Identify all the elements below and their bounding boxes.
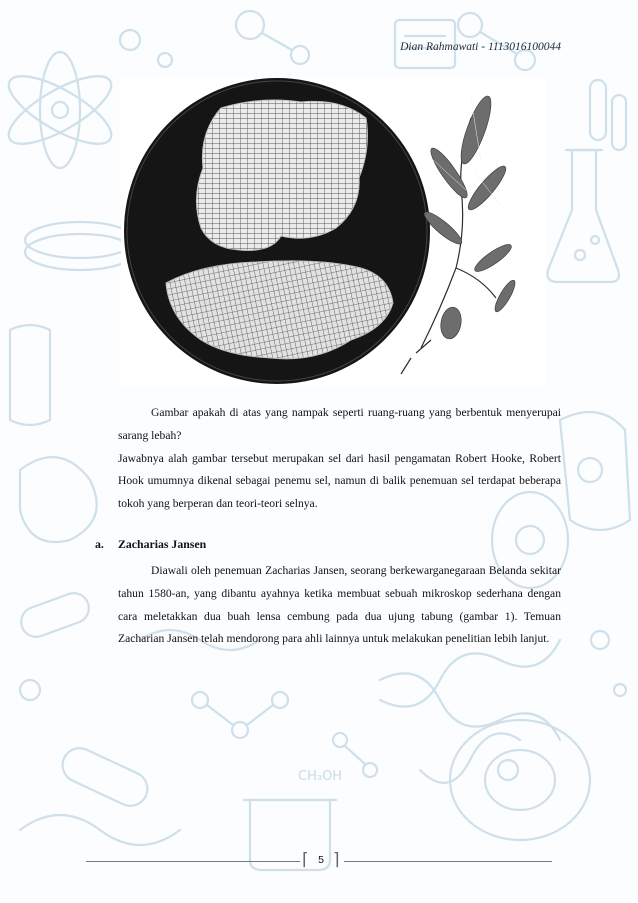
footer-right-brace: ⌉ [333, 850, 340, 870]
atom-orbit-icon [0, 64, 120, 157]
section-a-title: Zacharias Jansen [118, 537, 207, 551]
intro-question: Gambar apakah di atas yang nampak seperti ruang-ruang yang berbentuk menyerupai sarang lebah? [118, 406, 561, 442]
cork-cell-figure [121, 78, 546, 386]
section-a-heading [95, 537, 206, 552]
page-header-author: Dian Rahmawati - 1113016100044 [400, 41, 561, 53]
footer-left-brace: ⌈ [302, 850, 309, 870]
footer-rule-left [86, 861, 300, 862]
page-number: 5 [318, 854, 324, 866]
background-formula: CH₃OH [298, 769, 343, 784]
intro-paragraph [118, 402, 561, 516]
section-a-body-block [118, 560, 561, 651]
intro-answer: Jawabnya alah gambar tersebut merupakan sel dari hasil pengamatan Robert Hooke, Robert Hook umumnya dikenal sebagai penemu sel, namun di balik penemuan sel terdapat beberapa tokoh yang berperan dan teori-teori selnya. [118, 451, 561, 511]
section-a-body: Diawali oleh penemuan Zacharias Jansen, seorang berkewarganegaraan Belanda sekitar tahun 1580-an, yang dibantu ayahnya ketika membuat sebuah mikroskop sederhana dengan cara meletakkan dua buah lensa cembung pada dua ujung tabung (gambar 1). Temuan Zacharian Jansen telah mendorong para ahli lainnya untuk melakukan penelitian lebih lanjut. [118, 564, 561, 646]
footer-rule-right [344, 861, 552, 862]
section-a-marker: a. [95, 537, 104, 551]
cork-cell-illustration [121, 78, 546, 386]
